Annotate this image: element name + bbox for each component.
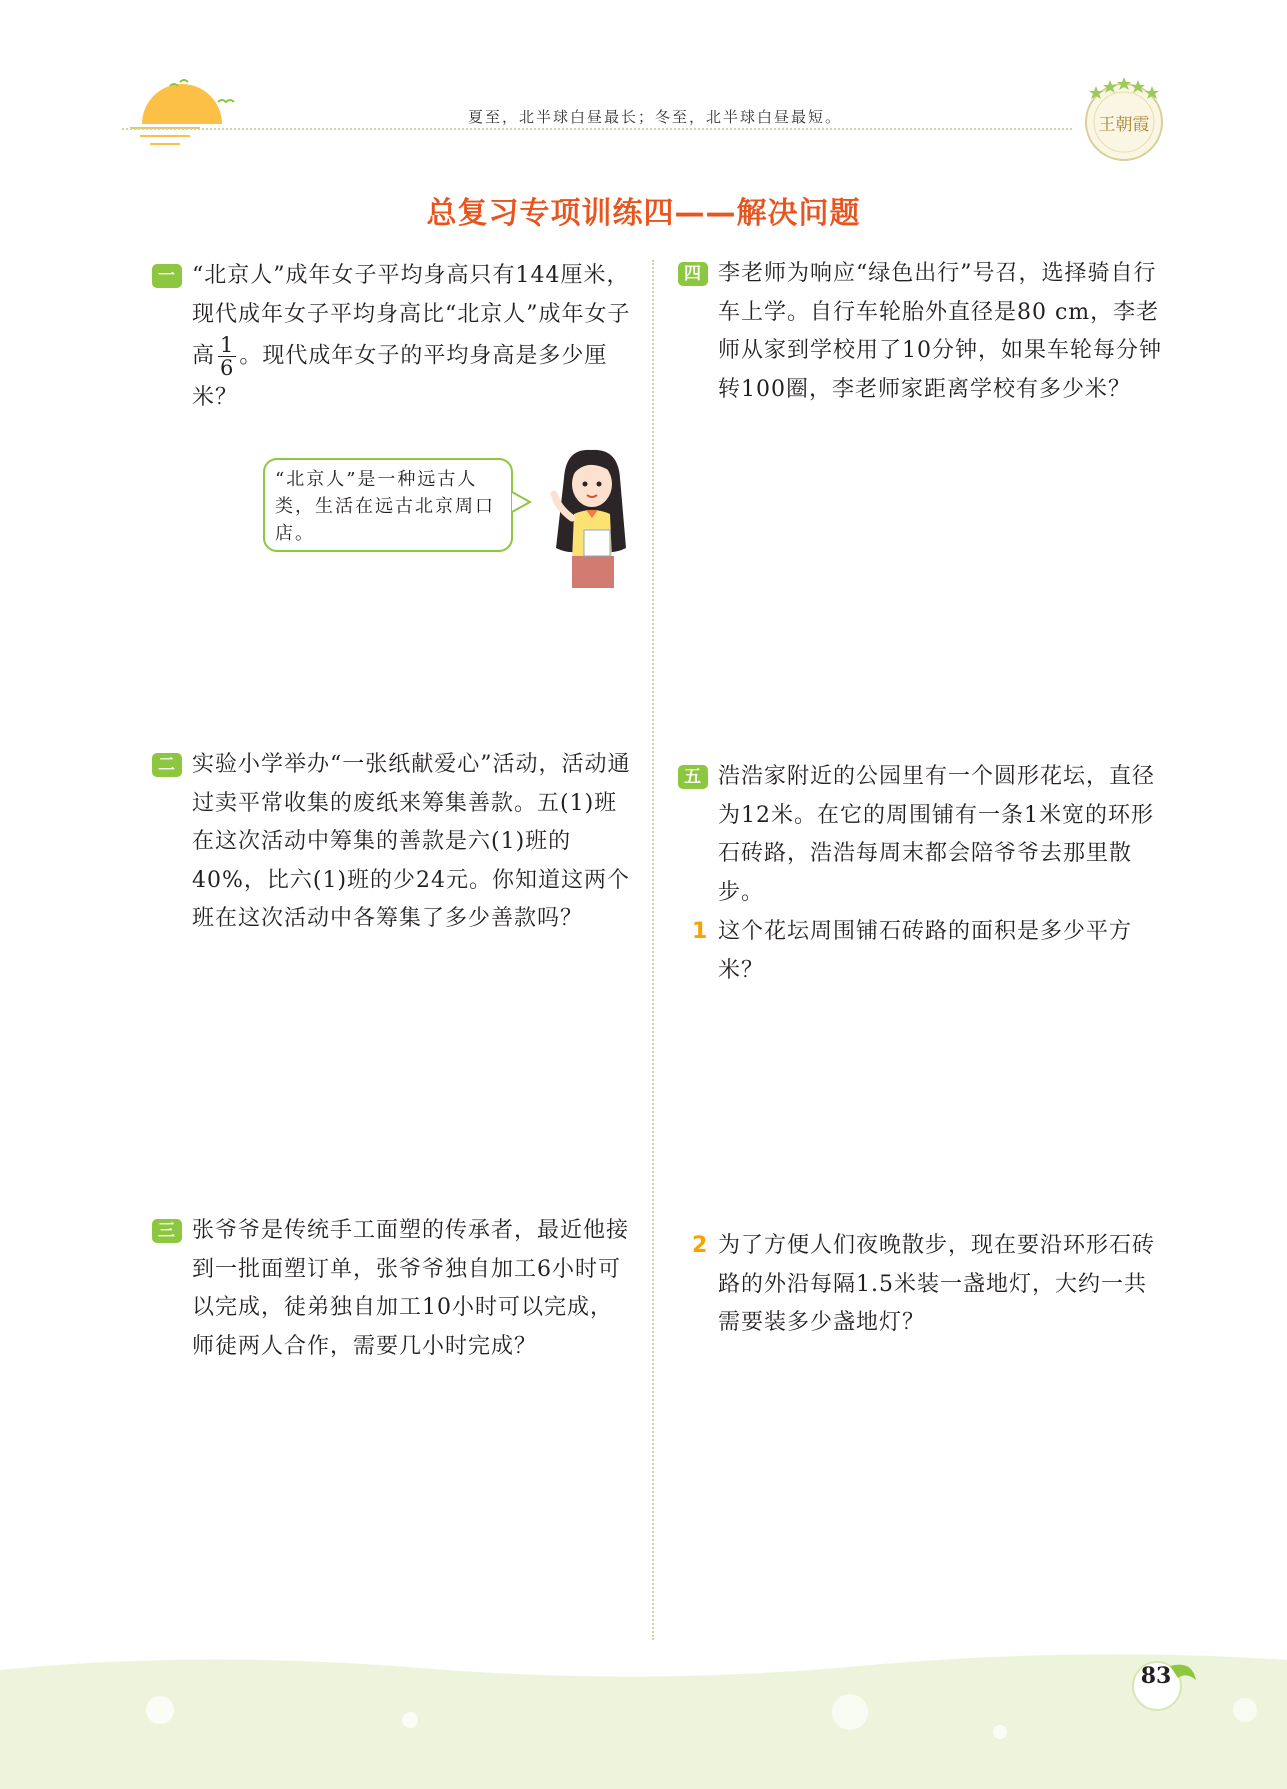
sub-question-2: [692, 1227, 1163, 1343]
problem-badge: 三: [152, 1219, 182, 1243]
girl-illustration: [546, 448, 636, 588]
sub-question-text: 为了方便人们夜晚散步，现在要沿环形石砖路的外沿每隔1.5米装一盏地灯，大约一共需要装多少盏地灯？: [718, 1233, 1156, 1335]
problem-text: “北京人”成年女子平均身高只有144厘米，现代成年女子平均身高比“北京人”成年女子高: [192, 263, 631, 369]
problem-3: [158, 1212, 632, 1366]
problem-text: 李老师为响应“绿色出行”号召，选择骑自行车上学。自行车轮胎外直径是80 cm，李老师从家到学校用了10分钟，如果车轮每分钟转100圈，李老师家距离学校有多少米？: [718, 261, 1162, 402]
fraction: $\frac{1}{6}$: [220, 333, 235, 381]
problem-text-cont: 。现代成年女子的平均身高是多少厘米？: [192, 343, 608, 411]
problem-badge: 四: [678, 262, 708, 286]
problem-4: [684, 255, 1163, 409]
publisher-logo: [1076, 72, 1172, 168]
sun-illustration: [130, 72, 240, 152]
problem-badge: 五: [678, 765, 708, 789]
problem-2: [158, 746, 632, 939]
speech-bubble: “北京人”是一种远古人类，生活在远古北京周口店。: [263, 458, 513, 552]
header-tip: 夏至，北半球白昼最长；冬至，北半球白昼最短。: [468, 108, 843, 126]
problem-badge: 一: [152, 264, 182, 288]
header-dotted-line: [122, 128, 1072, 130]
svg-text:王朝霞: 王朝霞: [1098, 115, 1150, 135]
sub-question-number: 2: [692, 1233, 709, 1258]
problem-text: 实验小学举办“一张纸献爱心”活动，活动通过卖平常收集的废纸来筹集善款。五(1)班在这次活动中筹集的善款是六(1)班的40%，比六(1)班的少24元。你知道这两个班在这次活动中各筹集了多少善款吗？: [192, 752, 631, 931]
sub-question-text: 这个花坛周围铺石砖路的面积是多少平方米？: [718, 919, 1133, 983]
problem-badge: 二: [152, 753, 182, 777]
sub-question-number: 1: [692, 919, 709, 944]
footer-background: [0, 1650, 1287, 1789]
problem-text: 张爷爷是传统手工面塑的传承者，最近他接到一批面塑订单，张爷爷独自加工6小时可以完成，徒弟独自加工10小时可以完成，师徒两人合作，需要几小时完成？: [192, 1218, 630, 1359]
speech-bubble-tail: [512, 490, 532, 514]
sub-question-1: [692, 913, 1163, 990]
page-number: 83: [1140, 1663, 1172, 1689]
column-divider: [652, 260, 654, 1640]
problem-1: [158, 257, 632, 418]
problem-5: [684, 758, 1163, 912]
problem-text: 浩浩家附近的公园里有一个圆形花坛，直径为12米。在它的周围铺有一条1米宽的环形石砖路，浩浩每周末都会陪爷爷去那里散步。: [718, 764, 1156, 905]
page-title: 总复习专项训练四——解决问题: [426, 196, 861, 231]
